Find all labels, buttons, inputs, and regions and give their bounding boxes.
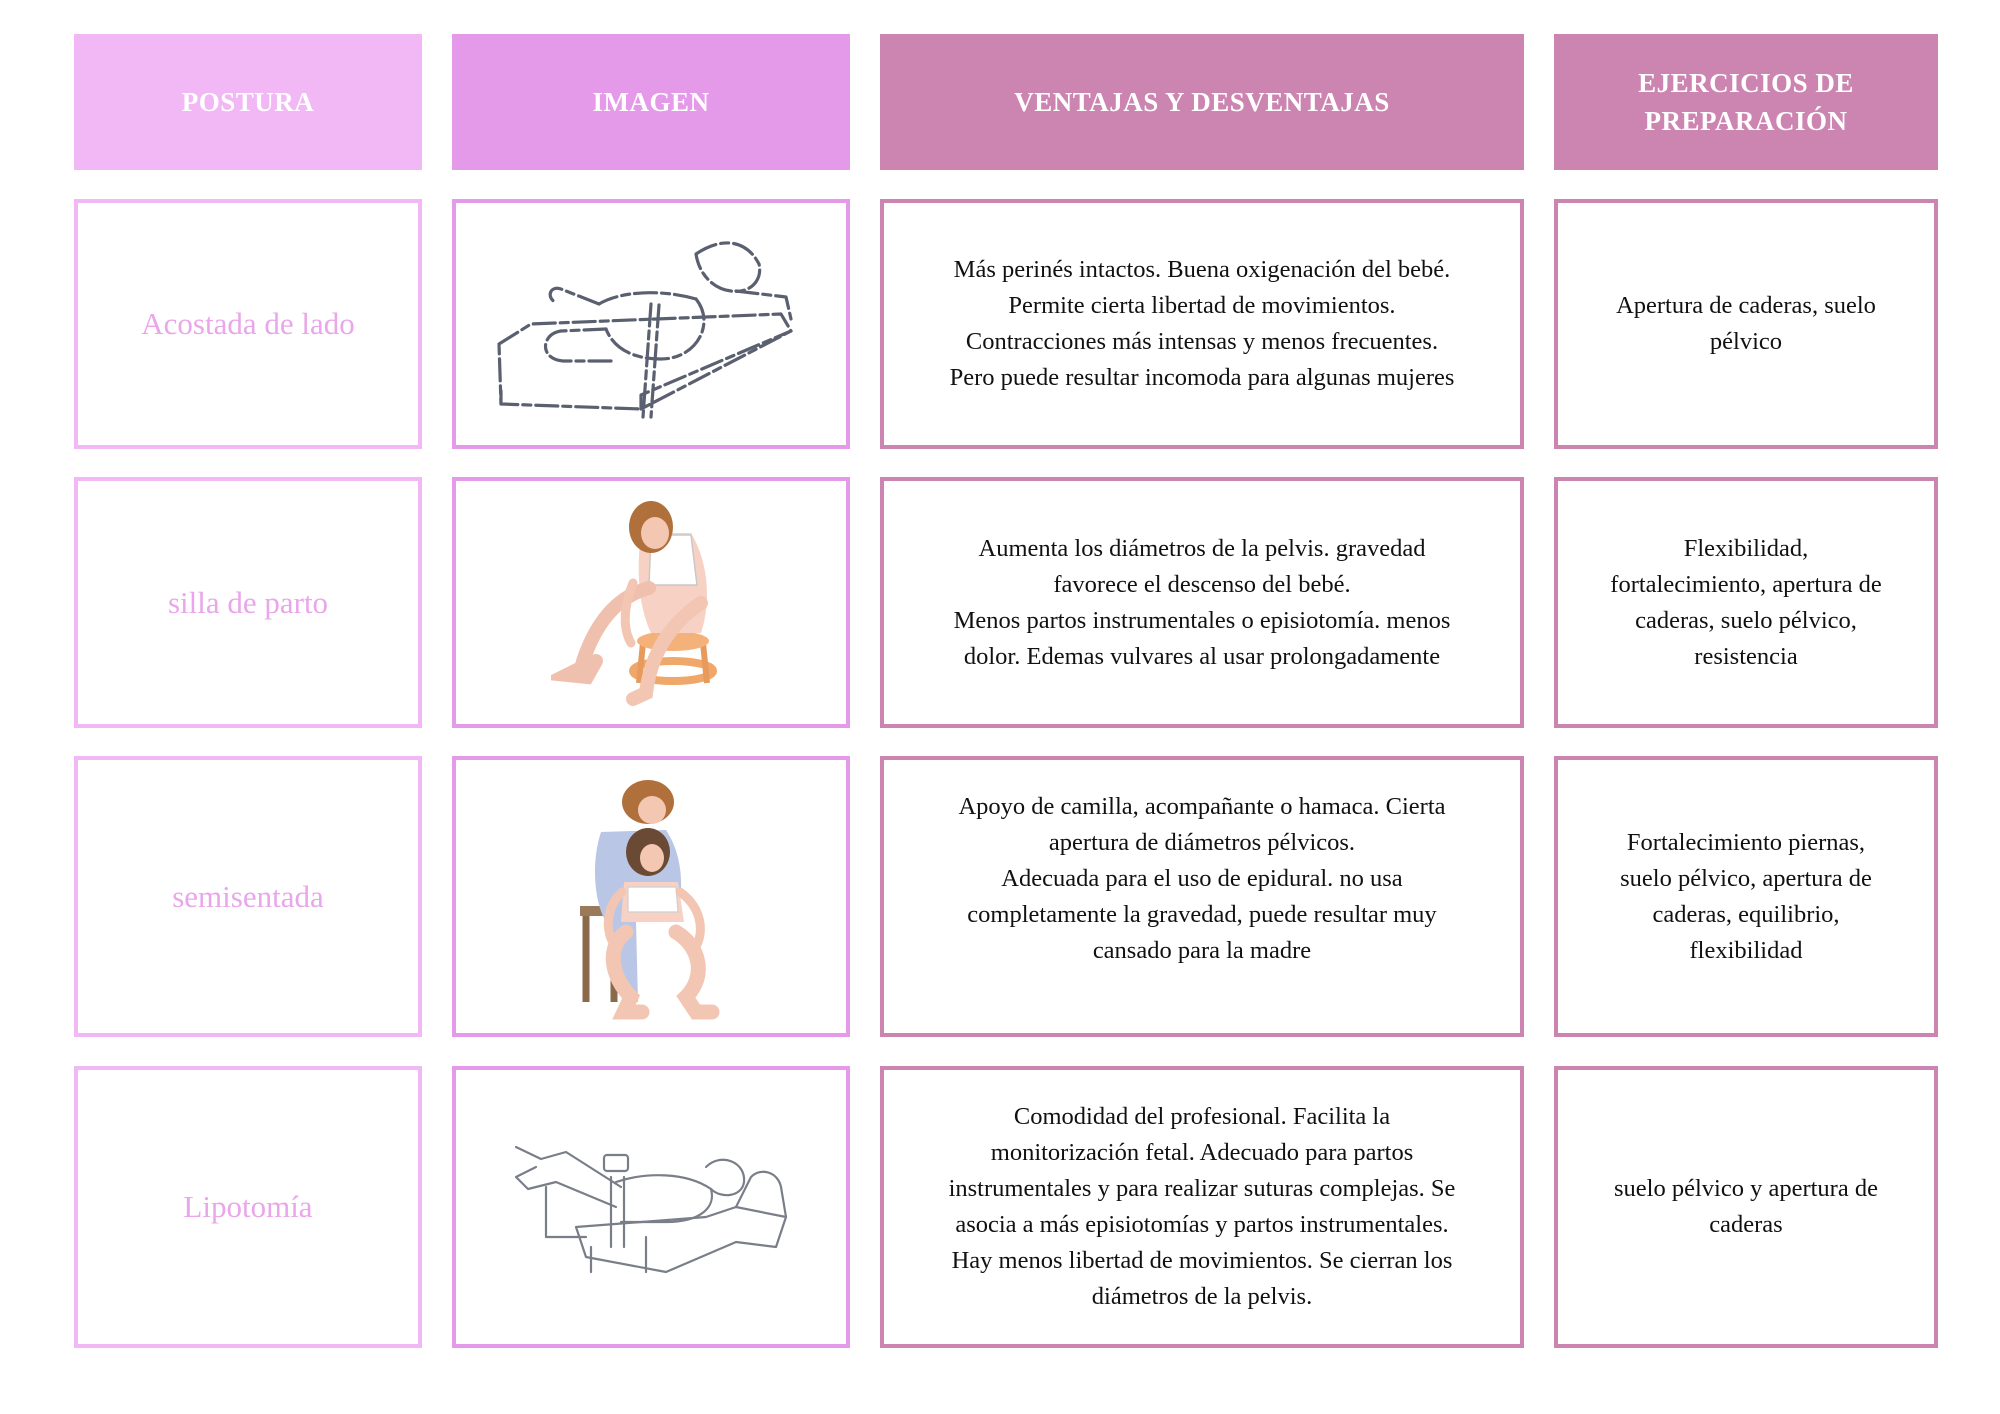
image-cell [452,477,850,728]
descripcion-line: Apoyo de camilla, acompañante o hamaca. Cierta [958,792,1446,820]
descripcion-line: Comodidad del profesional. Facilita la [1013,1103,1391,1130]
ejercicios-line: Flexibilidad, [1683,534,1809,562]
ejercicios-text [1590,1171,1902,1243]
descripcion-line: monitorización fetal. Adecuado para partos [990,1139,1414,1166]
ejercicios-line: suelo pélvico, apertura de [1620,864,1872,892]
descripcion-cell [880,1066,1524,1348]
descripcion-cell [880,756,1524,1037]
ejercicios-line: Apertura de caderas, suelo [1616,292,1876,319]
descripcion-line: instrumentales y para realizar suturas complejas. Se [948,1175,1456,1202]
side-lying-birth-illustration-icon [491,219,811,429]
postura-cell [74,477,422,728]
ejercicios-cell [1554,1066,1938,1348]
descripcion-text [932,531,1473,675]
descripcion-line: Menos partos instrumentales o episiotomía. menos [953,606,1451,634]
ejercicios-cell [1554,756,1938,1037]
header-ejercicios-line2: PREPARACIÓN [1644,106,1848,136]
descripcion-line: Adecuada para el uso de epidural. no usa [1001,864,1403,892]
postura-cell [74,756,422,1037]
image-cell [452,199,850,449]
descripcion-cell [880,199,1524,449]
postura-cell [74,199,422,449]
ejercicios-line: Fortalecimiento piernas, [1626,828,1866,856]
descripcion-cell [880,477,1524,728]
image-cell [452,1066,850,1348]
ejercicios-line: resistencia [1694,642,1798,670]
ejercicios-line: pélvico [1709,328,1783,355]
descripcion-line: Pero puede resultar incomoda para algunas mujeres [949,364,1455,391]
descripcion-line: Contracciones más intensas y menos frecuentes. [965,328,1439,355]
header-imagen: IMAGEN [452,34,850,170]
ejercicios-text [1586,531,1905,675]
descripcion-line: apertura de diámetros pélvicos. [1048,828,1356,856]
ejercicios-text [1592,288,1900,360]
ejercicios-line: fortalecimiento, apertura de [1610,570,1882,598]
semi-seated-with-partner-illustration-icon [566,772,736,1022]
postura-label: semisentada [172,878,324,914]
header-ventajas: VENTAJAS Y DESVENTAJAS [880,34,1524,170]
descripcion-text [936,789,1467,1005]
ejercicios-text [1596,825,1896,969]
descripcion-spacer [958,969,1445,1005]
birthing-stool-illustration-icon [551,493,751,713]
header-ejercicios [1554,34,1938,170]
descripcion-line: diámetros de la pelvis. [1091,1283,1313,1310]
ejercicios-cell [1554,477,1938,728]
postura-label: Acostada de lado [141,306,355,341]
header-ejercicios-line1: EJERCICIOS DE [1638,68,1854,98]
descripcion-text [928,252,1477,396]
postura-cell [74,1066,422,1348]
descripcion-line: dolor. Edemas vulvares al usar prolongadamente [963,642,1441,670]
descripcion-line: Aumenta los diámetros de la pelvis. gravedad [978,534,1426,562]
descripcion-line: Permite cierta libertad de movimientos. [1008,292,1396,319]
ejercicios-line: caderas, equilibrio, [1652,900,1840,928]
ejercicios-line: caderas, suelo pélvico, [1635,606,1857,634]
ejercicios-line: caderas [1709,1211,1783,1238]
lithotomy-table-illustration-icon [506,1137,796,1277]
ejercicios-line: flexibilidad [1689,936,1803,964]
descripcion-line: Hay menos libertad de movimientos. Se cierran los [951,1247,1453,1274]
postura-label: Lipotomía [183,1189,313,1224]
descripcion-line: completamente la gravedad, puede resultar muy [967,900,1437,928]
descripcion-line: cansado para la madre [1092,936,1312,964]
descripcion-line: asocia a más episiotomías y partos instrumentales. [955,1211,1449,1238]
postura-label: silla de parto [167,584,329,620]
descripcion-text [927,1099,1478,1315]
descripcion-line: favorece el descenso del bebé. [1053,570,1351,598]
descripcion-line: Más perinés intactos. Buena oxigenación del bebé. [953,256,1451,283]
image-cell [452,756,850,1037]
ejercicios-line: suelo pélvico y apertura de [1614,1175,1878,1202]
header-postura: POSTURA [74,34,422,170]
ejercicios-cell [1554,199,1938,449]
